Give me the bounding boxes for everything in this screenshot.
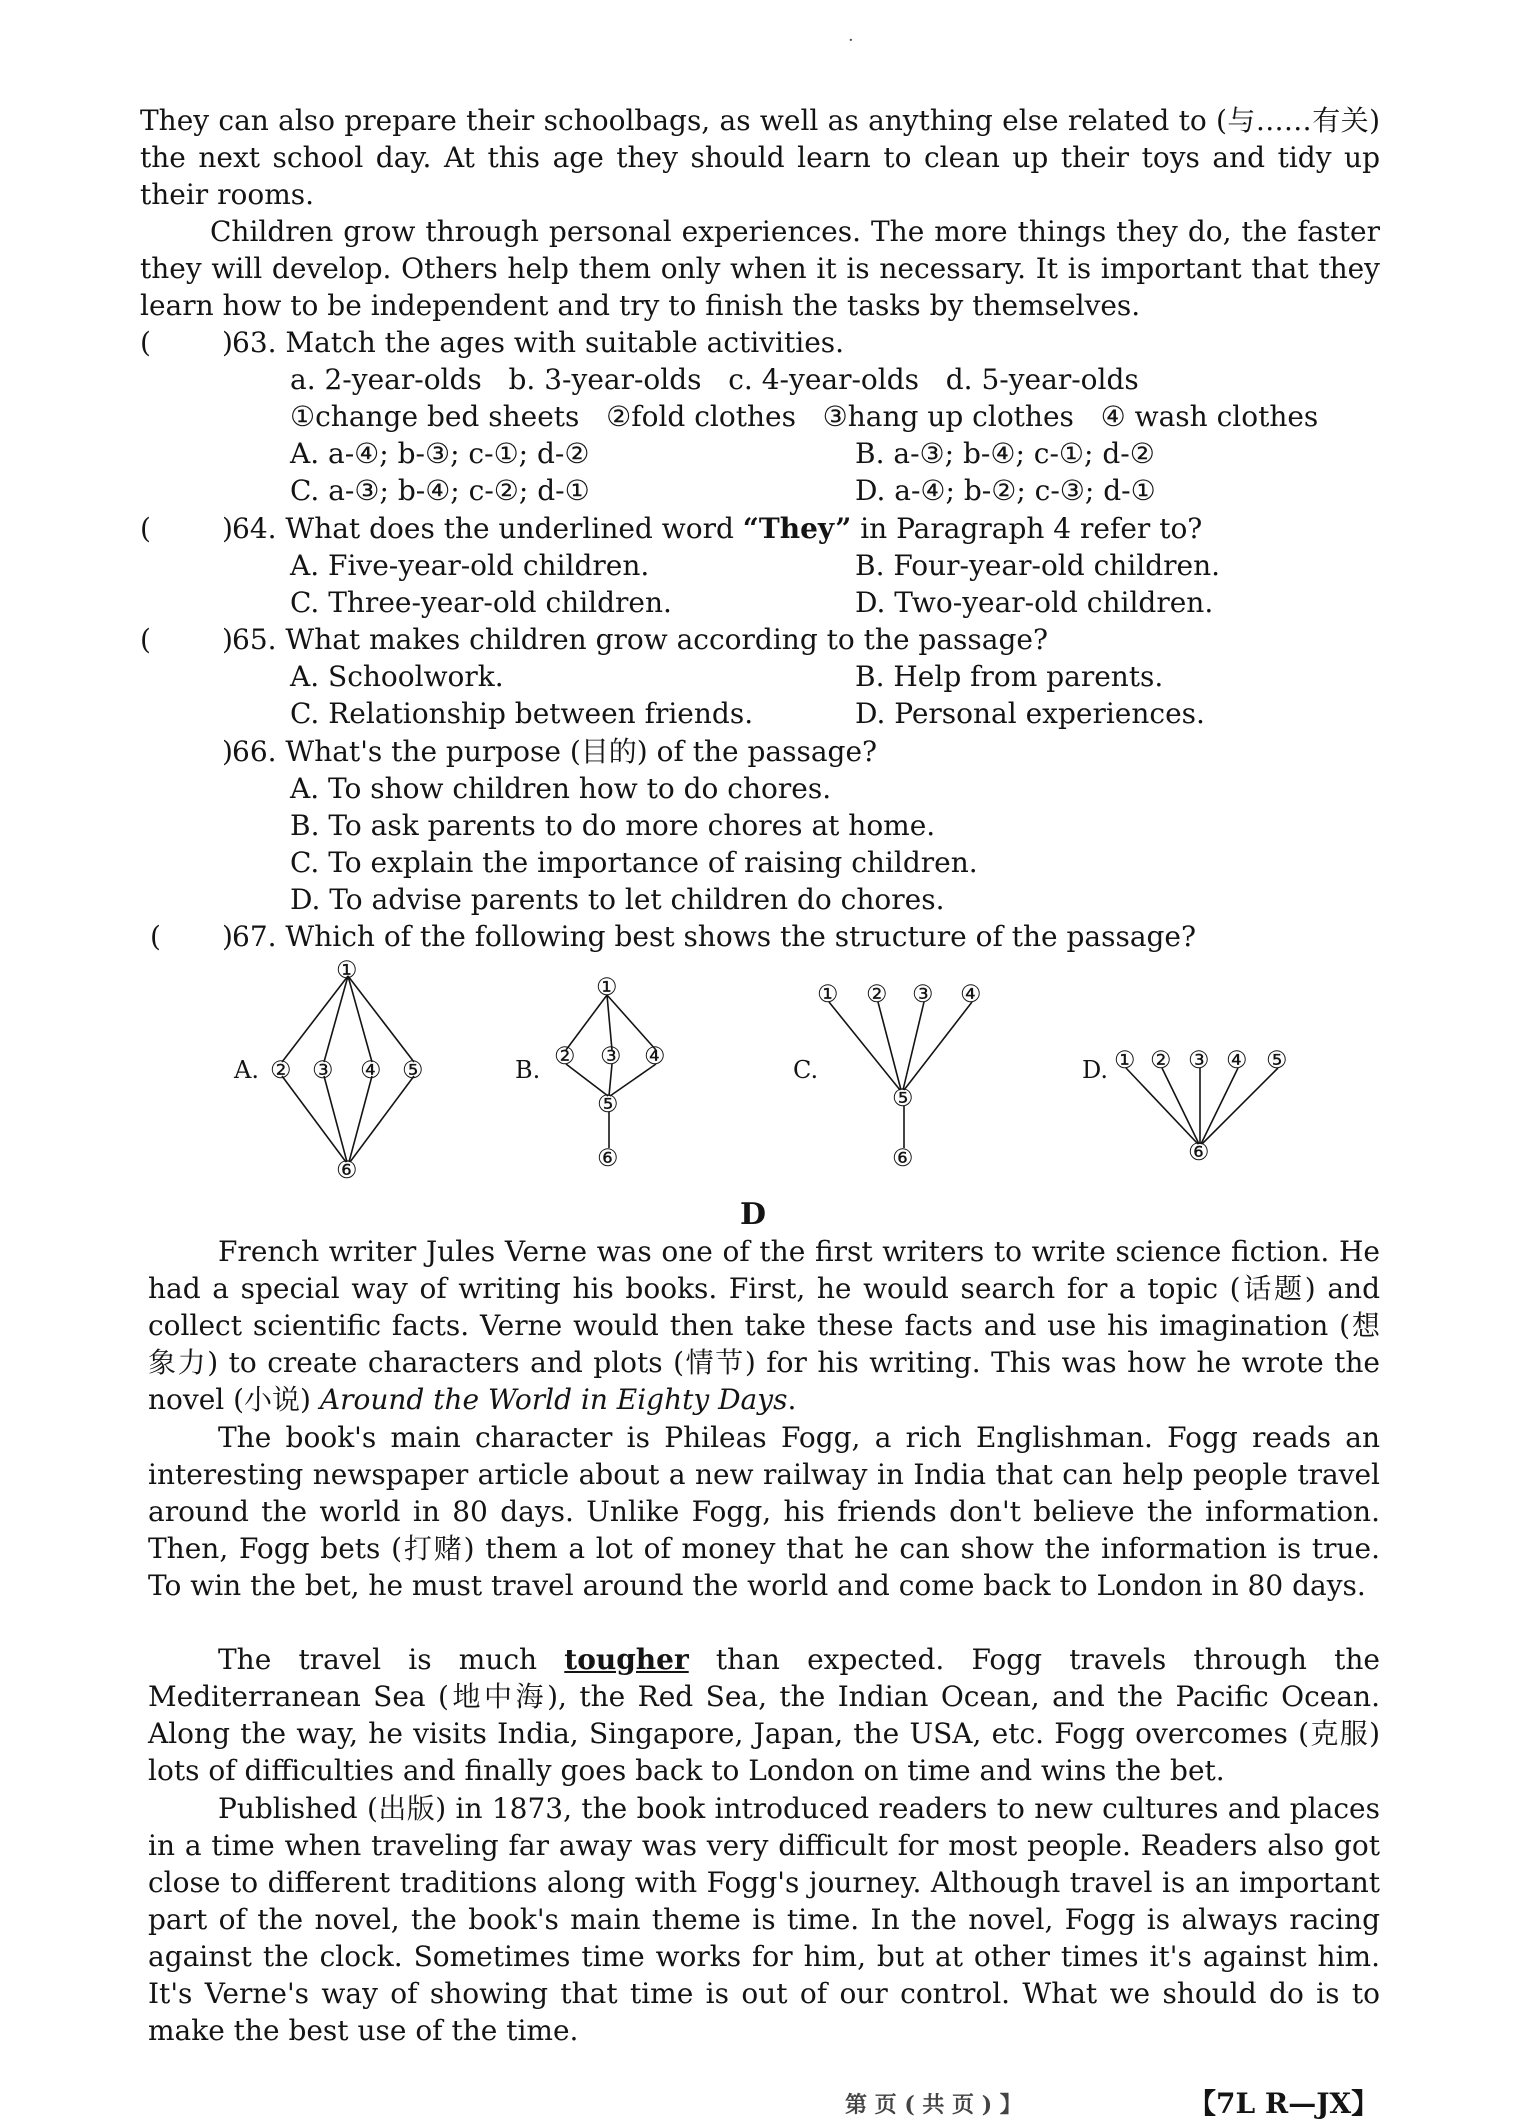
option-a: A. Schoolwork. — [290, 660, 504, 693]
diagram-d-node-3: ③ — [1188, 1046, 1210, 1074]
paragraph-text-end: than expected. Fogg travels through the Mediterranean Sea (地中海), the Red Sea, the Indian Ocean, and the Pacific Ocean. Along the way, he visits India, Singapore, Japan, the USA, etc. Fogg overcomes (克服) lots of difficulties and finally goes back to London on time and wins the bet. — [148, 1643, 1380, 1787]
diagram-option-label: B. — [515, 1056, 541, 1084]
option-c: C. Three-year-old children. — [290, 586, 672, 619]
diagram-a-node-4: ④ — [360, 1056, 382, 1084]
diagram-b-node-4: ④ — [644, 1042, 666, 1070]
diagram-a-edge — [350, 1076, 414, 1162]
answer-bracket-open: ( — [140, 623, 151, 656]
paper-code: 【7L R—JX】 — [1188, 2087, 1380, 2120]
age-list: a. 2-year-olds b. 3-year-olds c. 4-year-olds d. 5-year-olds — [290, 363, 1139, 396]
diagram-a-node-2: ② — [270, 1056, 292, 1084]
page-number: 第 页 ( 共 页 ) 】 — [845, 2092, 1022, 2118]
diagram-a-node-6: ⑥ — [336, 1156, 358, 1184]
question-text: 65. What makes children grow according to the passage? — [232, 623, 1048, 656]
option-b: B. Help from parents. — [855, 660, 1164, 693]
passage-d-paragraph-1 — [148, 1233, 1380, 1418]
diagram-d-node-5: ⑤ — [1266, 1046, 1288, 1074]
diagram-b-node-6: ⑥ — [597, 1144, 619, 1172]
diagram-a-edge — [348, 976, 372, 1062]
answer-bracket-open: ( — [140, 326, 151, 359]
diagram-a-node-1: ① — [336, 956, 358, 984]
diagram-b-node-5: ⑤ — [597, 1090, 619, 1118]
question-text: 66. What's the purpose (目的) of the passage? — [232, 735, 878, 768]
question-text: 67. Which of the following best shows the structure of the passage? — [232, 920, 1197, 953]
passage-d-paragraph-2: The book's main character is Phileas Fogg, a rich Englishman. Fogg reads an interesting newspaper article about a new railway in India that can help people travel around the world in 80 days. Unlike Fogg, his friends don't believe the information. Then, Fogg bets (打赌) them a lot of money that he can show the information is true. To win the bet, he must travel around the world and come back to London in 80 days. — [148, 1421, 1380, 1602]
option-b: B. To ask parents to do more chores at home. — [290, 809, 936, 842]
underlined-word: tougher — [564, 1643, 689, 1676]
option-b: B. a-③; b-④; c-①; d-② — [855, 437, 1155, 470]
diagram-c-node-4: ④ — [960, 980, 982, 1008]
answer-bracket-close: ) — [222, 326, 233, 359]
diagram-b-node-1: ① — [596, 973, 618, 1001]
paragraph-text: French writer Jules Verne was one of the first writers to write science fiction. He had a special way of writing his books. First, he would search for a topic (话题) and collect scientific facts. Verne would then take these facts and use his imagination (想象力) to create characters and plots (情节) for his writing. This was how he wrote the novel (小说) — [148, 1235, 1380, 1416]
option-b: B. Four-year-old children. — [855, 549, 1221, 582]
diagram-b-node-2: ② — [554, 1042, 576, 1070]
option-a: A. Five-year-old children. — [290, 549, 650, 582]
diagram-d-node-4: ④ — [1226, 1046, 1248, 1074]
diagram-d-node-2: ② — [1150, 1046, 1172, 1074]
option-a: A. a-④; b-③; c-①; d-② — [290, 437, 590, 470]
answer-bracket-close: ) — [222, 512, 233, 545]
diagram-d-node-1: ① — [1114, 1046, 1136, 1074]
option-c: C. To explain the importance of raising children. — [290, 846, 978, 879]
diagram-d-edge — [1126, 1068, 1198, 1144]
quoted-word: “They” — [742, 512, 852, 545]
diagram-c-node-3: ③ — [912, 980, 934, 1008]
diagram-b-node-3: ③ — [600, 1042, 622, 1070]
question-text: 63. Match the ages with suitable activities. — [232, 326, 845, 359]
activity-list: ①change bed sheets ②fold clothes ③hang up clothes ④ wash clothes — [290, 400, 1319, 433]
diagram-a-edge — [348, 976, 414, 1062]
paragraph-text-end: . — [787, 1383, 797, 1416]
diagram-d-edge — [1202, 1068, 1278, 1144]
diagram-d-node-6: ⑥ — [1188, 1138, 1210, 1166]
option-d: D. Personal experiences. — [855, 697, 1205, 730]
paragraph-text: The travel is much — [218, 1643, 565, 1676]
answer-bracket-close: ) — [222, 920, 233, 953]
diagram-d-edge — [1162, 1068, 1199, 1144]
diagram-a-node-3: ③ — [312, 1056, 334, 1084]
diagram-option-label: D. — [1082, 1056, 1109, 1084]
diagram-a-edge — [282, 976, 348, 1062]
diagram-option-label: C. — [793, 1056, 819, 1084]
answer-bracket-close: ) — [222, 735, 233, 768]
option-d: D. a-④; b-②; c-③; d-① — [855, 474, 1156, 507]
structure-diagrams — [220, 950, 1320, 1190]
section-title: D — [740, 1197, 767, 1232]
diagram-c-node-6: ⑥ — [892, 1144, 914, 1172]
diagram-a-node-5: ⑤ — [402, 1056, 424, 1084]
option-a: A. To show children how to do chores. — [290, 772, 832, 805]
passage-d-paragraph-3 — [148, 1641, 1380, 1789]
option-d: D. To advise parents to let children do chores. — [290, 883, 945, 916]
diagram-option-label: A. — [234, 1056, 259, 1084]
diagram-d-edge — [1201, 1068, 1238, 1144]
option-c: C. a-③; b-④; c-②; d-① — [290, 474, 590, 507]
option-c: C. Relationship between friends. — [290, 697, 754, 730]
passage-d-paragraph-4: Published (出版) in 1873, the book introduced readers to new cultures and places in a time when traveling far away was very difficult for most people. Readers also got close to different traditions along with Fogg's journey. Although travel is an important part of the novel, the book's main theme is time. In the novel, Fogg is always racing against the clock. Sometimes time works for him, but at other times it's against him. It's Verne's way of showing that time is out of our control. What we should do is to make the best use of the time. — [148, 1792, 1380, 2047]
diagram-a-edge — [282, 1076, 346, 1162]
novel-title: Around the World in Eighty Days — [319, 1383, 788, 1416]
answer-bracket-close: ) — [222, 623, 233, 656]
scan-mark: · — [848, 30, 854, 51]
option-d: D. Two-year-old children. — [855, 586, 1214, 619]
diagram-c-node-2: ② — [866, 980, 888, 1008]
answer-bracket-open: ( — [150, 920, 161, 953]
answer-bracket-open: ( — [140, 512, 151, 545]
diagram-c-node-5: ⑤ — [892, 1084, 914, 1112]
passage-c-paragraph: Children grow through personal experiences. The more things they do, the faster they will develop. Others help them only when it is necessary. It is important that they learn how to be independent and try to finish the tasks by themselves. — [140, 215, 1380, 322]
passage-c-paragraph: They can also prepare their schoolbags, as well as anything else related to (与……有关) the next school day. At this age they should learn to clean up their toys and tidy up their rooms. — [140, 104, 1380, 211]
diagram-c-node-1: ① — [817, 980, 839, 1008]
question-text: 64. What does the underlined word — [232, 512, 743, 545]
diagram-a-edge — [324, 976, 348, 1062]
question-text-end: in Paragraph 4 refer to? — [851, 512, 1203, 545]
